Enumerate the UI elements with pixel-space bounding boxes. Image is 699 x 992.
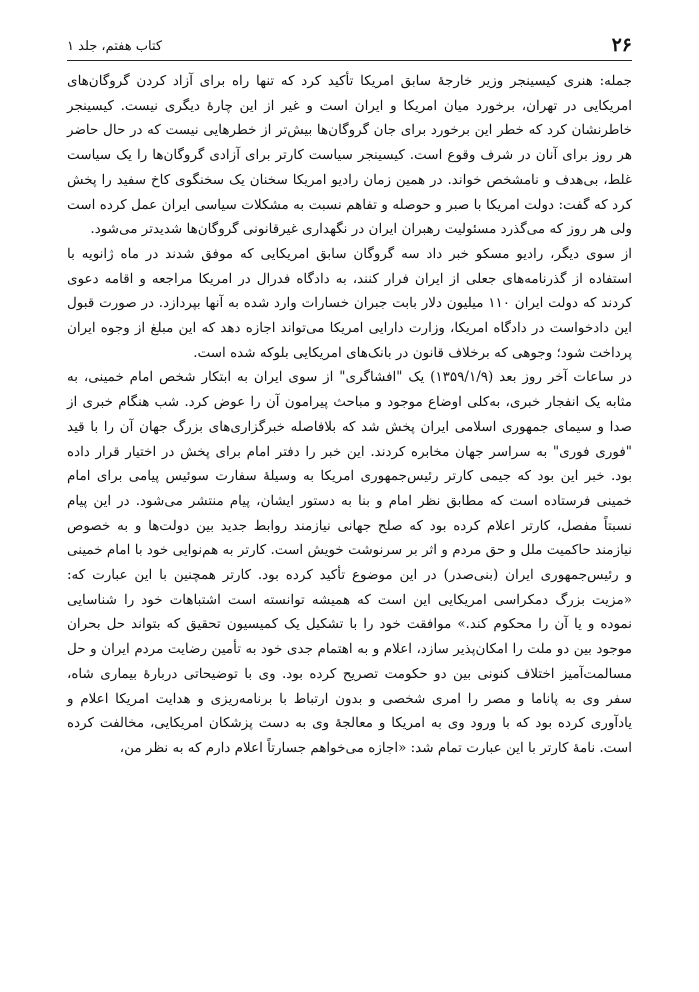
paragraph: از سوی دیگر، رادیو مسکو خبر داد سه گروگان سابق امریکایی که موفق شدند در ماه ژانویه با استفاده از گذرنامه‌های جعلی از ایران فرار کنند، به دادگاه فدرال در امریکا مراجعه و اقامه دعوی کردند که دولت ایران ۱۱۰ میلیون دلار بابت جبران خسارات وارد شده به آنها بپردازد. در صورت قبول این دادخواست در دادگاه امریکا، وزارت دارایی امریکا می‌تواند اجازه دهد که این مبلغ از وجوه ایران پرداخت شود؛ وجوهی که برخلاف قانون در بانک‌های امریکایی بلوکه شده است. bbox=[67, 245, 632, 361]
page-number: ۲۶ bbox=[611, 34, 632, 56]
paragraph: در ساعات آخر روز بعد (۱۳۵۹/۱/۹) یک "افشاگری" از سوی ایران به ابتکار شخص امام خمینی، به مثابه یک انفجار خبری، به‌کلی اوضاع موجود و مباحث پیرامون آن را عوض کرد. شب هنگام خبری از صدا و سیمای جمهوری اسلامی ایران پخش شد که بلافاصله خبرگزاری‌های بزرگ جهان آن را با قید "فوری فوری" به سراسر جهان مخابره کردند. این خبر را دفتر امام برای پخش در اختیار قرار داده بود. خبر این بود که جیمی کارتر رئیس‌جمهوری امریکا به وسیلهٔ سفارت سوئیس پیامی برای امام خمینی فرستاده است که مطابق نظر امام و بنا به دستور ایشان، پیام منتشر می‌شود. در این پیام نسبتاً مفصل، کارتر اعلام کرده بود که صلح جهانی نیازمند روابط جدید بین دولت‌ها و به خصوص نیازمند حاکمیت ملل و حق مردم و اثر بر سرنوشت خویش است. کارتر به هم‌نوایی خود با امام خمینی و رئیس‌جمهوری ایران (بنی‌صدر) در این موضوع تأکید کرده بود. کارتر همچنین با این عبارت که: «مزیت بزرگ دمکراسی امریکایی این است که همیشه توانسته است اشتباهات خود را شناسایی نموده و یا آن را محکوم کند.» موافقت خود را با تشکیل یک کمیسیون تحقیق که بتواند حل بحران موجود بین دو ملت را امکان‌پذیر سازد، اعلام و به اهتمام جدی خود به تأمین رضایت مردم ایران و حل مسالمت‌آمیز اختلاف کنونی بین دو حکومت تصریح کرده بود. وی با توضیحاتی دربارهٔ بیماری شاه، سفر وی به پاناما و مصر را امری شخصی و بدون ارتباط با برنامه‌ریزی و هدایت امریکا اعلام و یادآوری کرده بود که با ورود وی به امریکا و معالجهٔ وی به دست پزشکان امریکایی، مخالفت کرده است. نامهٔ کارتر با این عبارت تمام شد: «اجازه می‌خواهم جسارتاً اعلام دارم که به نظر من، bbox=[67, 369, 632, 756]
running-title: کتاب هفتم، جلد ۱ bbox=[67, 39, 163, 54]
page-header bbox=[67, 30, 632, 56]
paragraph: جمله: هنری کیسینجر وزیر خارجهٔ سابق امریکا تأکید کرد که تنها راه برای آزاد کردن گروگان‌های امریکایی در تهران، برخورد میان امریکا و ایران است و غیر از این چارهٔ دیگری نیست. کیسینجر خاطرنشان کرد که خطر این برخورد برای جان گروگان‌ها بیش‌تر از خطرهایی نیست که در حال حاضر هر روز برای آنان در شرف وقوع است. کیسینجر سیاست کارتر برای آزادی گروگان‌ها را یک سیاست غلط، بی‌هدف و نامشخص خواند. در همین زمان رادیو امریکا سخنان یک سخنگوی کاخ سفید را پخش کرد که گفت: دولت امریکا با صبر و حوصله و تفاهم نسبت به مشکلات سیاسی ایران عمل کرده است ولی هر روز که می‌گذرد مسئولیت رهبران ایران در نگهداری غیرقانونی گروگان‌ها شدیدتر می‌شود. bbox=[67, 73, 632, 238]
header-rule bbox=[67, 60, 632, 61]
body-text bbox=[67, 69, 632, 761]
